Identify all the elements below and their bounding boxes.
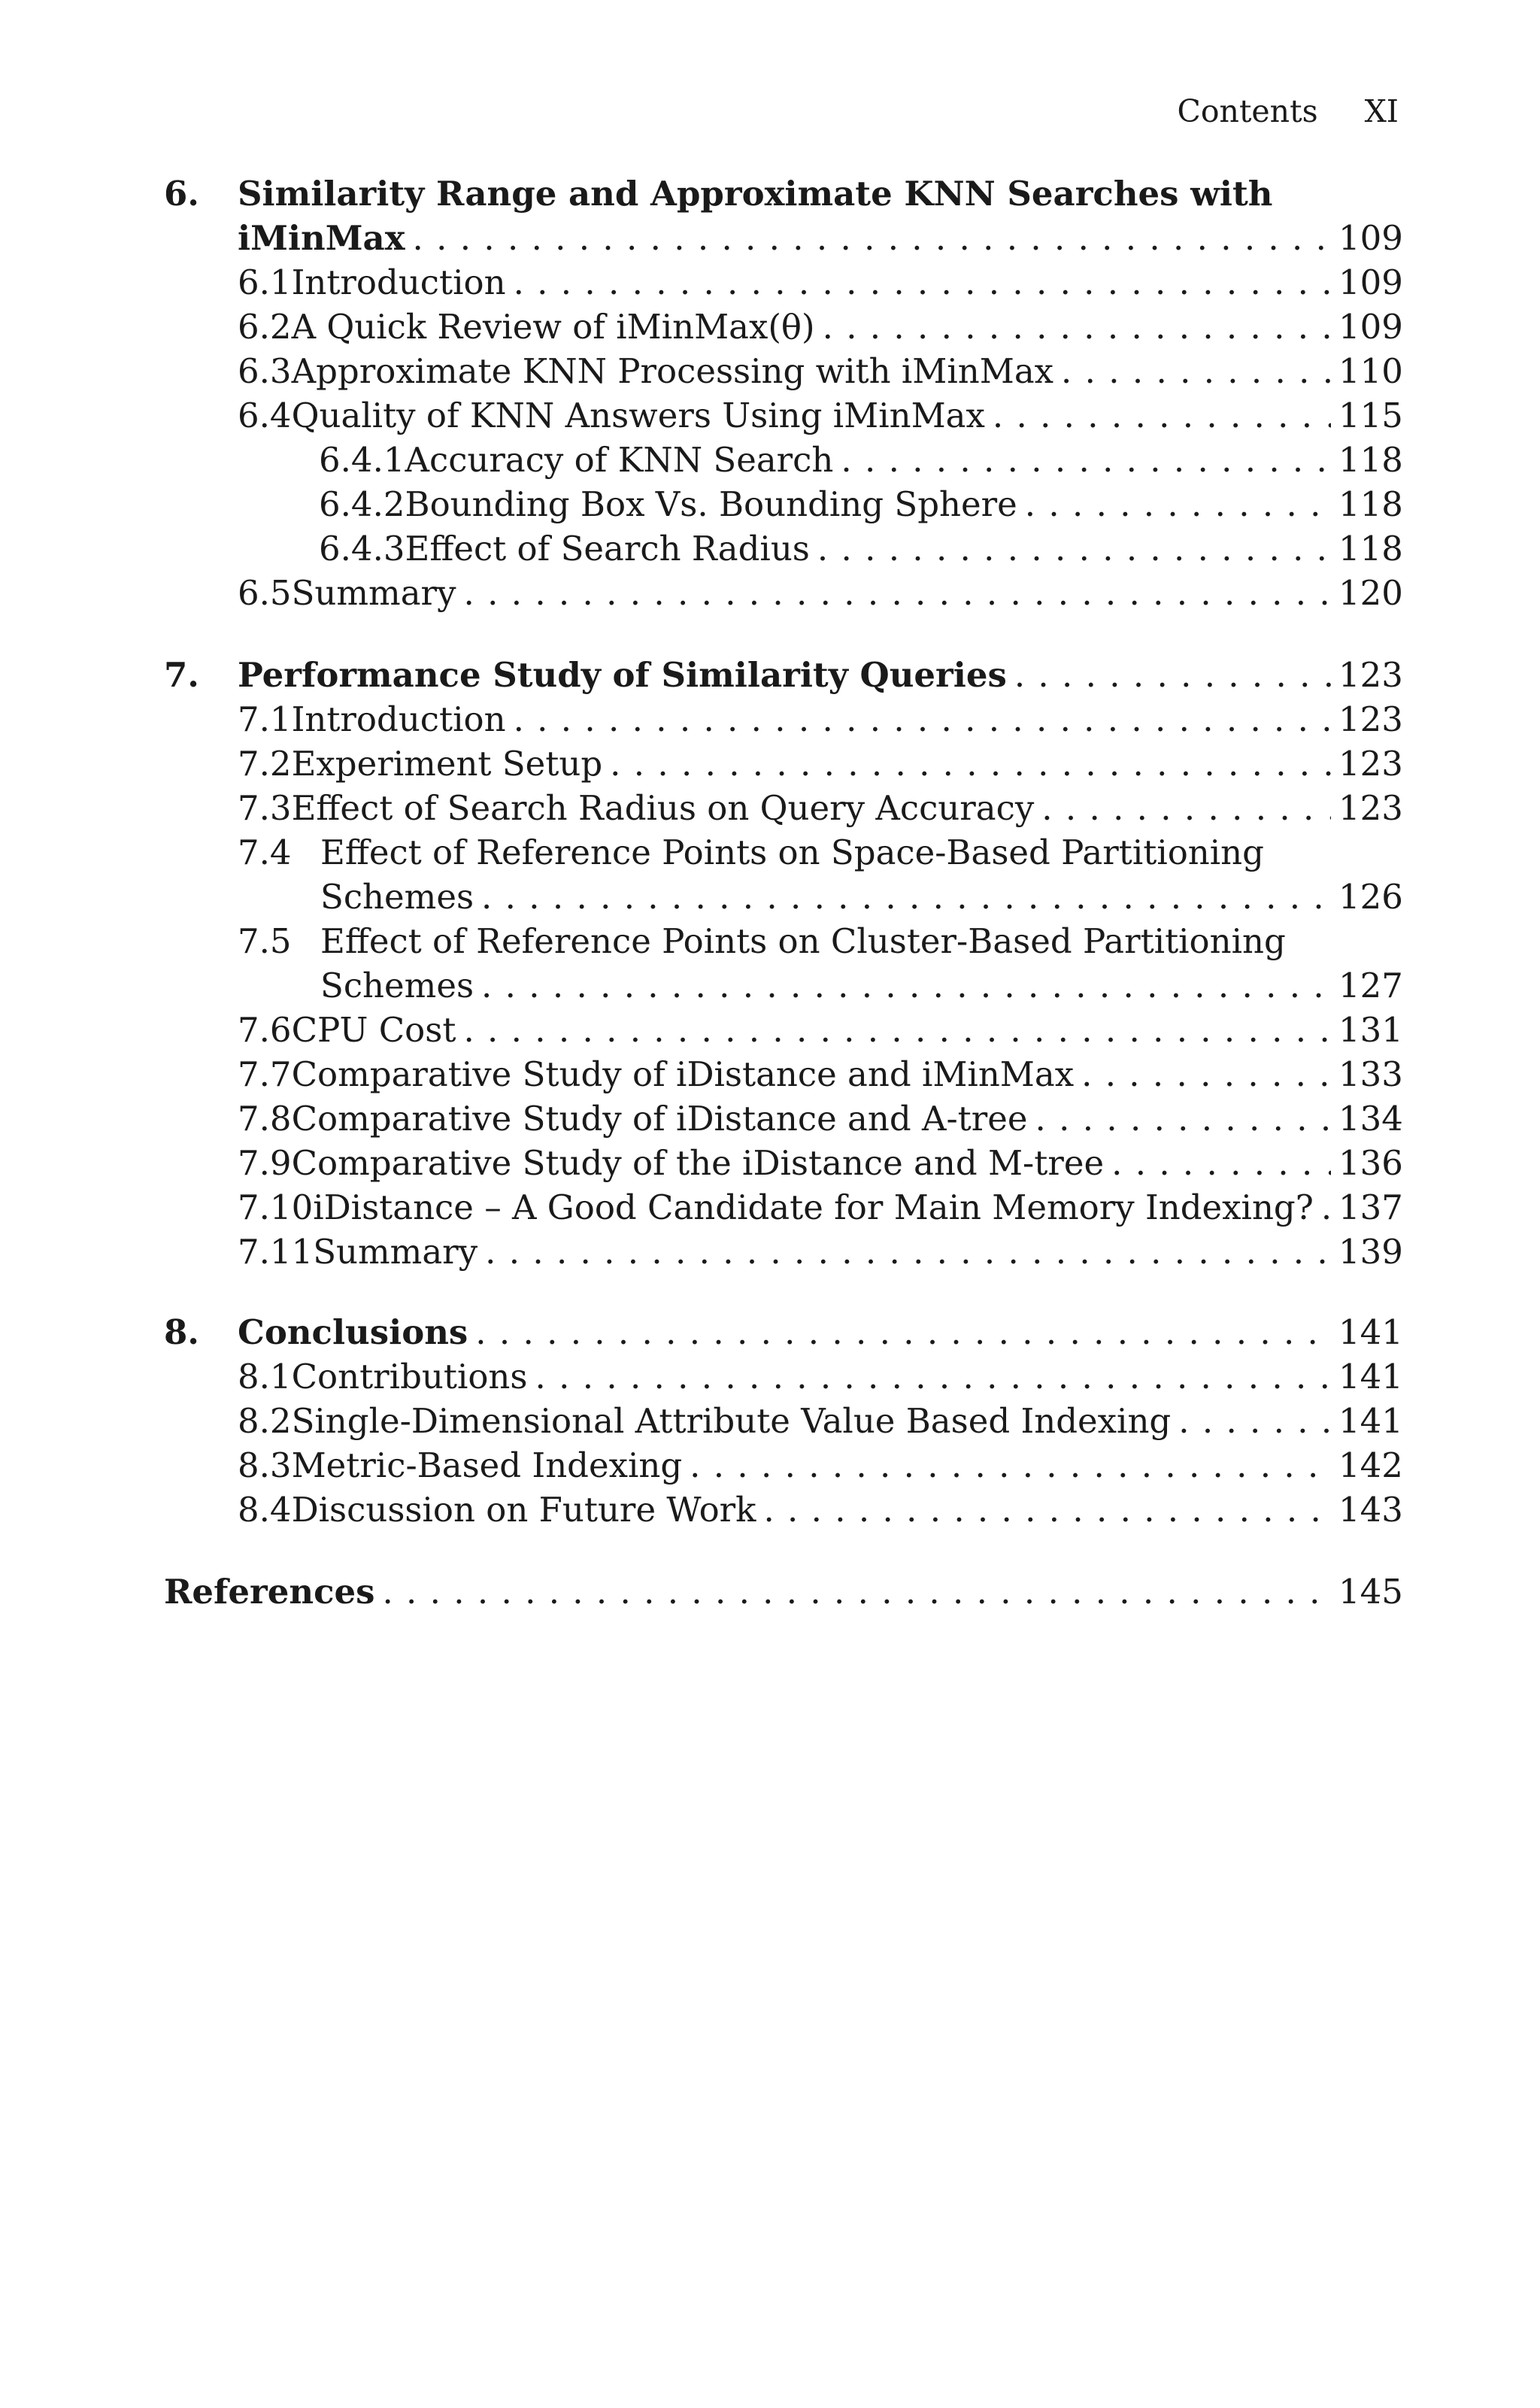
section-title: Contributions — [291, 1357, 528, 1397]
page-number: 127 — [1338, 966, 1403, 1005]
page-number: 115 — [1338, 396, 1403, 435]
toc-entry-section[interactable] — [238, 1052, 1403, 1097]
section-title: Summary — [291, 573, 456, 613]
section-number: 7.1 — [238, 699, 292, 739]
toc-entry-section[interactable] — [238, 1488, 1403, 1533]
subsection-number: 6.4.3 — [319, 529, 405, 569]
section-number: 8.1 — [238, 1357, 292, 1397]
page-number: 141 — [1338, 1312, 1403, 1352]
section-number: 6.3 — [238, 351, 292, 391]
section-title: Summary — [313, 1232, 478, 1272]
toc-entry-references[interactable] — [164, 1569, 1403, 1615]
subsection-title: Bounding Box Vs. Bounding Sphere — [405, 484, 1017, 524]
dot-leader — [817, 526, 1331, 572]
section-title-line1: Effect of Reference Points on Space-Based Partitioning — [320, 832, 1264, 872]
page-number: 139 — [1338, 1232, 1403, 1272]
section-number: 8.4 — [238, 1490, 292, 1530]
dot-leader — [1035, 1096, 1331, 1142]
toc-entry-section[interactable] — [238, 1354, 1403, 1400]
chapter-title: Performance Study of Similarity Queries — [238, 655, 1007, 695]
page-number: 141 — [1338, 1401, 1403, 1441]
dot-leader — [514, 697, 1331, 742]
page-number: 118 — [1338, 484, 1403, 524]
section-title-line2: Schemes — [320, 966, 474, 1005]
subsection-number: 6.4.1 — [319, 440, 405, 480]
toc-entry-section[interactable] — [320, 963, 1403, 1008]
dot-leader — [1111, 1141, 1331, 1186]
page-number: 118 — [1338, 440, 1403, 480]
section-number: 7.2 — [238, 744, 292, 784]
dot-leader — [413, 216, 1331, 261]
section-title-line1: Effect of Reference Points on Cluster-Based Partitioning — [320, 921, 1286, 961]
page-number: 123 — [1338, 699, 1403, 739]
toc-entry-section[interactable] — [238, 786, 1403, 831]
section-number: 7.5 — [238, 921, 292, 961]
page-number: 133 — [1338, 1054, 1403, 1094]
page-number: 123 — [1338, 655, 1403, 695]
dot-leader — [1081, 1052, 1331, 1097]
chapter-number: 6. — [164, 174, 199, 214]
toc-entry-section[interactable] — [238, 571, 1403, 616]
chapter-number: 7. — [164, 655, 199, 695]
section-title: Metric-Based Indexing — [291, 1445, 683, 1485]
toc-entry-section[interactable] — [238, 1443, 1403, 1488]
toc-entry-section[interactable] — [238, 1008, 1403, 1053]
section-number: 7.9 — [238, 1143, 292, 1183]
toc-entry-section[interactable] — [238, 1096, 1403, 1142]
toc-entry-section[interactable] — [238, 1399, 1403, 1444]
section-title: Discussion on Future Work — [291, 1490, 756, 1530]
section-number: 7.4 — [238, 832, 292, 872]
dot-leader — [1014, 653, 1331, 698]
section-number: 7.10 — [238, 1187, 314, 1227]
toc-entry-section[interactable] — [238, 742, 1403, 787]
page-number: 137 — [1338, 1187, 1403, 1227]
subsection-number: 6.4.2 — [319, 484, 405, 524]
page-number: 145 — [1338, 1572, 1403, 1612]
page-number: 109 — [1338, 262, 1403, 302]
running-header — [1177, 93, 1399, 129]
section-title: iDistance – A Good Candidate for Main Memory Indexing? — [313, 1187, 1314, 1227]
section-title: Comparative Study of the iDistance and M-tree — [291, 1143, 1105, 1183]
section-title: Approximate KNN Processing with iMinMax — [291, 351, 1054, 391]
toc-entry-subsection[interactable] — [319, 438, 1403, 483]
toc-entry-section[interactable] — [320, 875, 1403, 920]
page-number: 141 — [1338, 1357, 1403, 1397]
dot-leader — [382, 1569, 1331, 1615]
section-title-line2: Schemes — [320, 877, 474, 917]
section-number: 8.3 — [238, 1445, 292, 1485]
subsection-title: Accuracy of KNN Search — [405, 440, 834, 480]
toc-entry-section[interactable] — [238, 1141, 1403, 1186]
section-title: Introduction — [291, 262, 506, 302]
section-title: Single-Dimensional Attribute Value Based Indexing — [291, 1401, 1172, 1441]
section-title: Effect of Search Radius on Query Accuracy — [291, 788, 1035, 828]
toc-entry-chapter[interactable] — [238, 653, 1403, 698]
running-header-page: XI — [1364, 93, 1399, 129]
dot-leader — [1041, 786, 1331, 831]
dot-leader — [690, 1443, 1331, 1488]
page-number: 123 — [1338, 744, 1403, 784]
page-number: 143 — [1338, 1490, 1403, 1530]
chapter-number: 8. — [164, 1312, 199, 1352]
toc-entry-section[interactable] — [238, 1185, 1403, 1230]
page-number: 136 — [1338, 1143, 1403, 1183]
toc-entry-section[interactable] — [238, 305, 1403, 350]
page-number: 118 — [1338, 529, 1403, 569]
dot-leader — [1061, 349, 1331, 394]
dot-leader — [993, 393, 1331, 438]
section-title: Comparative Study of iDistance and A-tree — [291, 1099, 1028, 1139]
page-number: 109 — [1338, 218, 1403, 258]
section-number: 7.6 — [238, 1010, 292, 1050]
dot-leader — [475, 1310, 1331, 1355]
page-number: 123 — [1338, 788, 1403, 828]
dot-leader — [485, 1230, 1331, 1275]
dot-leader — [1025, 482, 1331, 527]
running-header-label: Contents — [1177, 93, 1318, 129]
dot-leader — [463, 1008, 1331, 1053]
page-number: 134 — [1338, 1099, 1403, 1139]
dot-leader — [481, 875, 1331, 920]
page-number: 126 — [1338, 877, 1403, 917]
section-number: 8.2 — [238, 1401, 292, 1441]
toc-entry-section[interactable] — [238, 697, 1403, 742]
section-number: 6.4 — [238, 396, 292, 435]
chapter-title: Conclusions — [238, 1312, 468, 1352]
section-number: 7.3 — [238, 788, 292, 828]
toc-entry-section[interactable] — [238, 349, 1403, 394]
references-title: References — [164, 1572, 375, 1612]
dot-leader — [1321, 1185, 1331, 1230]
toc-entry-chapter[interactable] — [238, 1310, 1403, 1355]
toc-entry-section[interactable] — [238, 260, 1403, 305]
dot-leader — [1178, 1399, 1331, 1444]
subsection-title: Effect of Search Radius — [405, 529, 810, 569]
section-number: 6.5 — [238, 573, 292, 613]
toc-entry-section[interactable] — [238, 1230, 1403, 1275]
section-title: CPU Cost — [291, 1010, 456, 1050]
dot-leader — [464, 571, 1332, 616]
dot-leader — [514, 260, 1331, 305]
page-number: 142 — [1338, 1445, 1403, 1485]
section-title: Quality of KNN Answers Using iMinMax — [291, 396, 985, 435]
section-title: Experiment Setup — [291, 744, 603, 784]
toc-entry-subsection[interactable] — [319, 482, 1403, 527]
page-number: 131 — [1338, 1010, 1403, 1050]
dot-leader — [763, 1488, 1331, 1533]
toc-entry-subsection[interactable] — [319, 526, 1403, 572]
dot-leader — [481, 963, 1331, 1008]
chapter-title-line1: Similarity Range and Approximate KNN Searches with — [238, 174, 1273, 214]
section-number: 6.2 — [238, 307, 292, 347]
section-title: Comparative Study of iDistance and iMinMax — [291, 1054, 1075, 1094]
page-number: 109 — [1338, 307, 1403, 347]
section-number: 7.8 — [238, 1099, 292, 1139]
toc-entry-section[interactable] — [238, 393, 1403, 438]
dot-leader — [841, 438, 1331, 483]
section-number: 7.7 — [238, 1054, 292, 1094]
section-title: Introduction — [291, 699, 506, 739]
section-number: 7.11 — [238, 1232, 314, 1272]
page-number: 110 — [1338, 351, 1403, 391]
dot-leader — [610, 742, 1331, 787]
section-number: 6.1 — [238, 262, 292, 302]
chapter-title-line2: iMinMax — [238, 218, 405, 258]
page-number: 120 — [1338, 573, 1403, 613]
toc-entry-chapter[interactable] — [238, 216, 1403, 261]
dot-leader — [535, 1354, 1331, 1400]
section-title: A Quick Review of iMinMax(θ) — [291, 307, 815, 347]
dot-leader — [823, 305, 1331, 350]
